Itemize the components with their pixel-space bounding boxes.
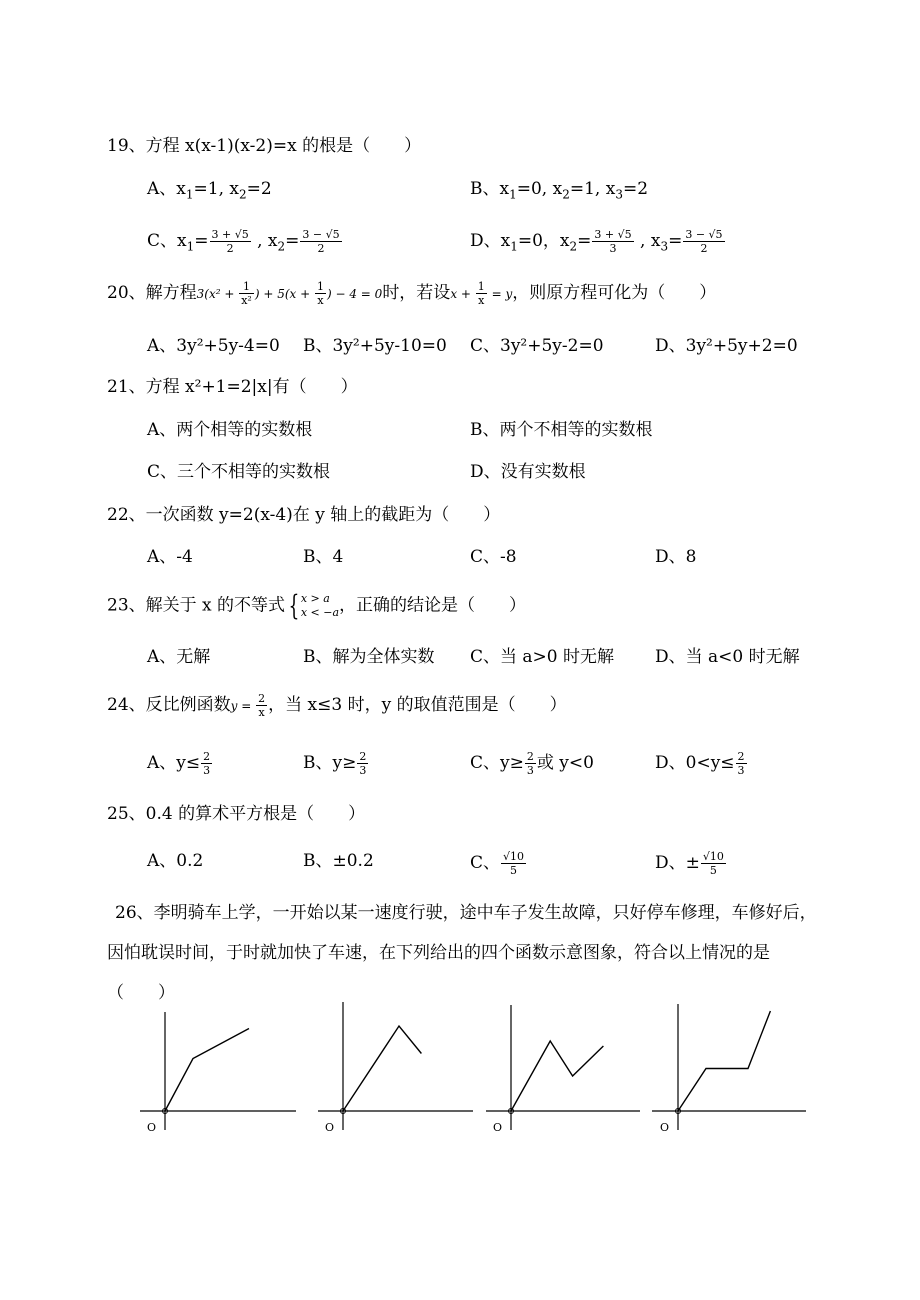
q23-option-d[interactable]: D、当 a<0 时无解 — [655, 647, 800, 667]
fraction: $\frac{3 + √5}{3}$ — [594, 228, 632, 255]
question-26-stem: 26、李明骑车上学，一开始以某一速度行驶，途中车子发生故障，只好停车修理，车修好后，因怕耽误时间，于时就加快了车速，在下列给出的四个函数示意图象，符合以上情况的是（ ） — [107, 903, 817, 1003]
fraction: $\frac{3 - √5}{2}$ — [685, 228, 723, 255]
q20-option-b[interactable]: B、3y²+5y-10=0 — [303, 336, 447, 356]
q19-option-c[interactable]: C、$x_1=$ $\frac{3 + √5}{2}$ , $x_2=$ $\frac{3 - √5}{2}$ — [147, 228, 340, 255]
graph-3[interactable] — [486, 1005, 640, 1134]
q24-option-b[interactable]: B、y≥ $\frac{2}{3}$ — [303, 750, 367, 777]
q21-option-a[interactable]: A、两个相等的实数根 — [147, 420, 313, 440]
q19-option-b[interactable]: B、$x_1=0$, $x_2=1$, $x_3=2$ — [470, 179, 649, 202]
q20-option-a[interactable]: A、3y²+5y-4=0 — [147, 336, 280, 356]
q21-option-c[interactable]: C、三个不相等的实数根 — [147, 462, 331, 482]
q23-option-c[interactable]: C、当 a>0 时无解 — [470, 647, 615, 667]
q19-option-a[interactable]: A、$x_1=1$, $x_2=2$ — [147, 179, 272, 202]
q20-option-d[interactable]: D、3y²+5y+2=0 — [655, 336, 798, 356]
q25-option-d[interactable]: D、± $\frac{√10}{5}$ — [655, 850, 724, 877]
q22-option-c[interactable]: C、-8 — [470, 547, 517, 567]
question-20-stem: 20、解方程3(x² + $\frac{1}{\text{x²}}$ ) + 5(x + $\frac{1}{x}$ ) − 4 = 0时，若设x + $\frac{1}{x}$ = y，则原方程可化为（ ） — [107, 280, 717, 307]
q24-option-a[interactable]: A、y≤ $\frac{2}{3}$ — [147, 750, 211, 777]
origin-label: O — [493, 1121, 503, 1134]
graph-2[interactable] — [318, 1002, 473, 1134]
origin-label: O — [325, 1121, 335, 1134]
q22-option-d[interactable]: D、8 — [655, 547, 697, 567]
q24-option-d[interactable]: D、0<y≤ $\frac{2}{3}$ — [655, 750, 745, 777]
question-24-stem: 24、反比例函数y = $\frac{2}{x}$ ，当 x≤3 时，y 的取值范围是（ ） — [107, 692, 567, 719]
q25-option-a[interactable]: A、0.2 — [147, 851, 204, 871]
fraction: $\frac{3 - √5}{2}$ — [302, 228, 340, 255]
q21-option-d[interactable]: D、没有实数根 — [470, 462, 586, 482]
question-21-stem: 21、方程 x²+1=2|x|有（ ） — [107, 377, 358, 397]
graph-line — [343, 1026, 421, 1111]
question-23-stem: 23、解关于 x 的不等式 { x > a x < −a ，正确的结论是（ ） — [107, 589, 527, 622]
graph-1[interactable] — [140, 1012, 296, 1134]
q21-option-b[interactable]: B、两个不相等的实数根 — [470, 420, 653, 440]
q22-option-a[interactable]: A、-4 — [147, 547, 193, 567]
q25-option-c[interactable]: C、 $\frac{√10}{5}$ — [470, 850, 525, 877]
origin-label: O — [660, 1121, 670, 1134]
q20-option-c[interactable]: C、3y²+5y-2=0 — [470, 336, 604, 356]
graph-line — [165, 1029, 249, 1112]
q25-option-b[interactable]: B、±0.2 — [303, 851, 374, 871]
q19-option-d[interactable]: D、$x_1=0$，$x_2=$ $\frac{3 + √5}{3}$ , $x_3=$ $\frac{3 - √5}{2}$ — [470, 228, 723, 255]
q24-option-c[interactable]: C、y≥ $\frac{2}{3}$ 或 y<0 — [470, 750, 594, 777]
question-22-stem: 22、一次函数 y=2(x-4)在 y 轴上的截距为（ ） — [107, 505, 501, 525]
graph-4[interactable] — [652, 1004, 806, 1134]
q23-option-b[interactable]: B、解为全体实数 — [303, 647, 435, 667]
q23-option-a[interactable]: A、无解 — [147, 647, 211, 667]
fraction: $\frac{3 + √5}{2}$ — [211, 228, 249, 255]
graph-line — [511, 1041, 603, 1111]
origin-label: O — [147, 1121, 157, 1134]
question-25-stem: 25、0.4 的算术平方根是（ ） — [107, 804, 366, 824]
graph-line — [678, 1011, 770, 1111]
q22-option-b[interactable]: B、4 — [303, 547, 344, 567]
question-19-stem: 19、方程 x(x-1)(x-2)=x 的根是（ ） — [107, 136, 422, 156]
